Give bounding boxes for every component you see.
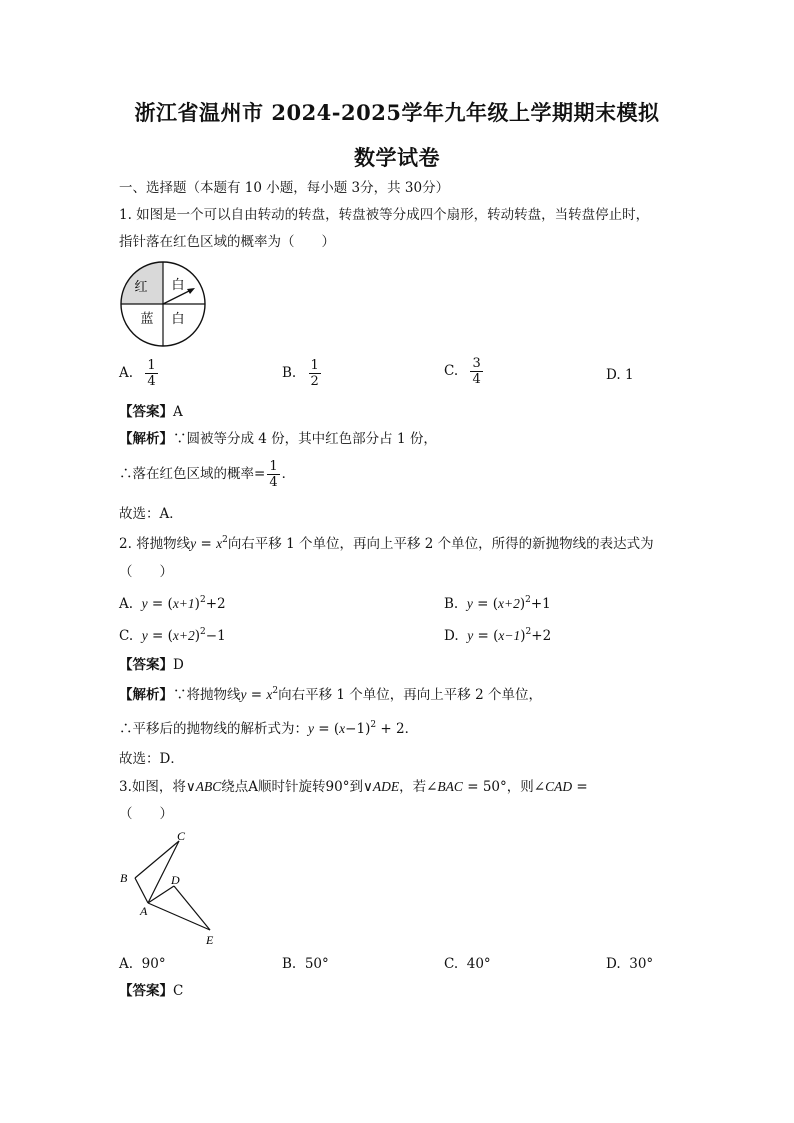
q3-text-line2: （ ） — [119, 806, 173, 822]
label-white-top: 白 — [171, 278, 185, 293]
section-heading: 一、选择题（本题有 10 小题，每小题 3分，共 30分） — [119, 180, 450, 196]
q1-analysis: 【解析】∵圆被等分成 4 份，其中红色部分占 1 份， — [119, 431, 437, 447]
q1-choose: 故选：A． — [119, 506, 183, 522]
q1-text-line1: 1. 如图是一个可以自由转动的转盘，转盘被等分成四个扇形，转动转盘，当转盘停止时， — [119, 207, 650, 223]
spinner-figure — [117, 259, 211, 349]
q2-option-d[interactable]: D. $y = (x-1)^2+2$ — [444, 627, 552, 644]
q3-option-d[interactable]: D. 30° — [606, 956, 654, 972]
q2-option-b[interactable]: B. $y = (x+2)^2+1$ — [444, 595, 551, 612]
q3-option-c[interactable]: C. 40° — [444, 956, 491, 972]
q2-text-line2: （ ） — [119, 564, 173, 580]
q3-text-line1: 3.如图，将∨ABC绕点A顺时针旋转90°到∨ADE，若∠BAC = 50°，则∠CAD = — [119, 779, 588, 795]
label-white-bottom: 白 — [171, 312, 185, 327]
page-title: 浙江省温州市 2024-2025学年九年级上学期期末模拟 — [134, 100, 660, 125]
q1-analysis-line2: ∴落在红色区域的概率= $\frac{1}{4}$ ． — [119, 459, 296, 490]
q3-answer: 【答案】C — [119, 983, 184, 999]
q2-text-line1: 2. 将抛物线$y = x^2$向右平移 1 个单位，再向上平移 2 个单位，所得的新抛物线的表达式为 — [119, 535, 654, 552]
label-point-c: C — [177, 829, 186, 843]
q3-option-b[interactable]: B. 50° — [282, 956, 329, 972]
label-point-a: A — [140, 904, 148, 918]
q1-answer: 【答案】A — [119, 404, 183, 420]
q2-answer: 【答案】D — [119, 657, 184, 673]
q2-option-a[interactable]: A. $y = (x+1)^2+2$ — [119, 595, 226, 612]
label-blue: 蓝 — [140, 312, 154, 327]
q2-choose: 故选：D． — [119, 751, 184, 767]
q1-option-b[interactable]: B. $\frac{1}{2}$ — [282, 358, 319, 389]
page-subtitle: 数学试卷 — [354, 145, 440, 170]
q2-analysis-line2: ∴平移后的抛物线的解析式为：$y = (x-1)^2 + 2$． — [119, 720, 419, 737]
label-point-b: B — [120, 871, 128, 885]
label-point-d: D — [171, 873, 180, 887]
q2-analysis: 【解析】∵将抛物线$y = x^2$向右平移 1 个单位，再向上平移 2 个单位， — [119, 686, 542, 703]
label-red: 红 — [134, 280, 148, 295]
q1-option-a[interactable]: A. $\frac{1}{4}$ — [119, 358, 156, 389]
q1-option-c[interactable]: C. $\frac{3}{4}$ — [444, 356, 481, 387]
triangle-figure — [115, 828, 225, 948]
q2-option-c[interactable]: C. $y = (x+2)^2-1$ — [119, 627, 226, 644]
label-point-e: E — [206, 933, 214, 947]
q1-text-line2: 指针落在红色区域的概率为（ ） — [119, 234, 335, 250]
q3-option-a[interactable]: A. 90° — [119, 956, 166, 972]
q1-option-d[interactable]: D. 1 — [606, 367, 634, 383]
